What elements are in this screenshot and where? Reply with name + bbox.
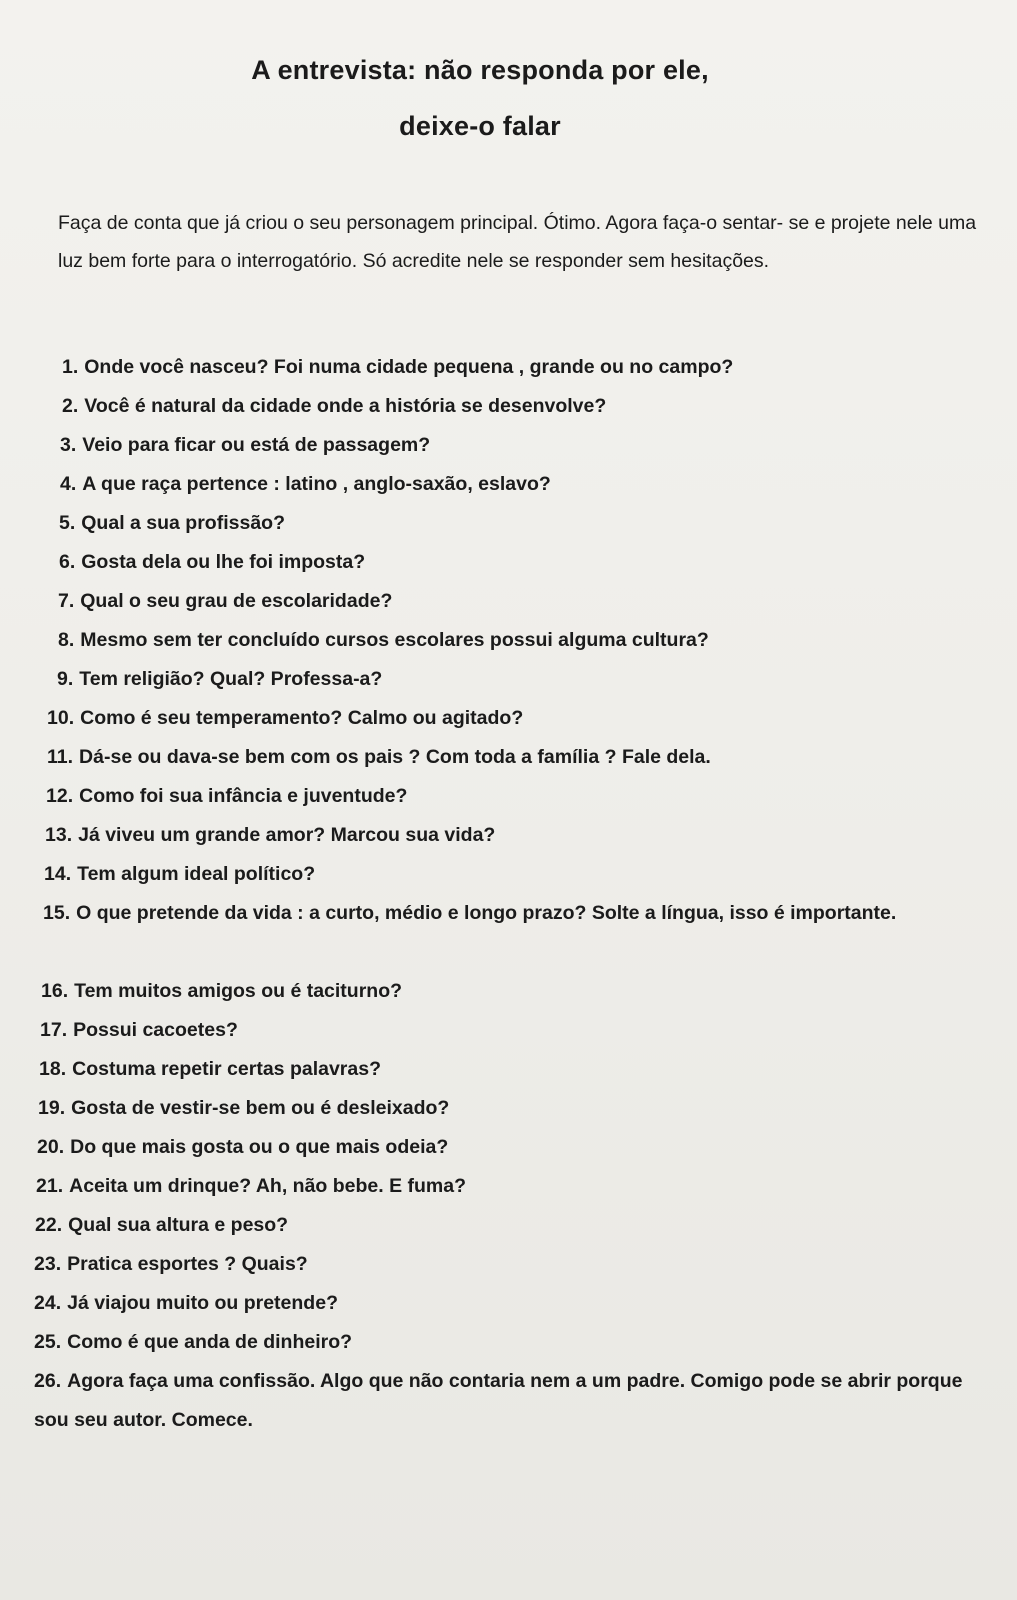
question-number: 19. <box>38 1097 66 1119</box>
question-text: Aceita um drinque? Ah, não bebe. E fuma? <box>69 1175 467 1197</box>
question-number: 26. <box>34 1370 62 1392</box>
question-text: Tem religião? Qual? Professa-a? <box>79 668 383 690</box>
question-text: Do que mais gosta ou o que mais odeia? <box>70 1136 449 1158</box>
question-number: 18. <box>39 1058 67 1080</box>
question-number: 24. <box>34 1292 62 1314</box>
question-item <box>38 1089 449 1128</box>
question-number: 20. <box>37 1136 65 1158</box>
question-item <box>60 465 551 504</box>
question-text: O que pretende da vida : a curto, médio e longo prazo? Solte a língua, isso é importante. <box>76 902 897 924</box>
question-item <box>37 1128 448 1167</box>
question-text: Costuma repetir certas palavras? <box>72 1058 381 1080</box>
question-text: Dá-se ou dava-se bem com os pais ? Com toda a família ? Fale dela. <box>79 746 711 768</box>
question-text: Onde você nasceu? Foi numa cidade pequena , grande ou no campo? <box>84 356 734 378</box>
question-text: Gosta dela ou lhe foi imposta? <box>81 551 366 573</box>
question-text: Tem algum ideal político? <box>77 863 316 885</box>
question-text: Como foi sua infância e juventude? <box>79 785 408 807</box>
question-text: Qual o seu grau de escolaridade? <box>80 590 393 612</box>
question-item <box>40 1011 238 1050</box>
question-text: Já viveu um grande amor? Marcou sua vida? <box>78 824 496 846</box>
question-number: 22. <box>35 1214 63 1236</box>
question-text: Tem muitos amigos ou é taciturno? <box>74 980 403 1002</box>
question-number: 3. <box>60 434 77 456</box>
question-number: 12. <box>46 785 74 807</box>
document-title-line-2: deixe-o falar <box>399 111 561 141</box>
question-number: 2. <box>62 395 79 417</box>
question-text: Possui cacoetes? <box>73 1019 238 1041</box>
question-item <box>60 426 430 465</box>
question-number: 16. <box>41 980 69 1002</box>
question-number: 5. <box>59 512 76 534</box>
question-text: Gosta de vestir-se bem ou é desleixado? <box>71 1097 450 1119</box>
question-number: 14. <box>44 863 72 885</box>
question-item <box>59 504 285 543</box>
question-item <box>41 972 402 1011</box>
question-text: Como é seu temperamento? Calmo ou agitado? <box>80 707 524 729</box>
question-number: 6. <box>59 551 76 573</box>
question-number: 15. <box>43 902 71 924</box>
question-number: 8. <box>58 629 75 651</box>
question-number: 4. <box>60 473 77 495</box>
question-item <box>58 621 709 660</box>
question-item <box>47 699 523 738</box>
question-number: 9. <box>57 668 74 690</box>
question-item <box>34 1245 308 1284</box>
question-item <box>47 738 711 777</box>
question-item <box>34 1323 352 1362</box>
question-item <box>34 1284 338 1323</box>
question-number: 13. <box>45 824 73 846</box>
question-number: 7. <box>58 590 75 612</box>
question-item <box>39 1050 381 1089</box>
question-item <box>36 1167 466 1206</box>
question-text: Mesmo sem ter concluído cursos escolares possui alguma cultura? <box>80 629 709 651</box>
question-item <box>44 855 315 894</box>
question-number: 23. <box>34 1253 62 1275</box>
question-text: Pratica esportes ? Quais? <box>67 1253 308 1275</box>
question-item <box>35 1206 288 1245</box>
question-item <box>58 582 392 621</box>
question-item <box>62 387 606 426</box>
question-text: Qual a sua profissão? <box>81 512 285 534</box>
question-text: Qual sua altura e peso? <box>68 1214 289 1236</box>
question-item <box>57 660 382 699</box>
question-text: Já viajou muito ou pretende? <box>67 1292 338 1314</box>
question-number: 1. <box>62 356 79 378</box>
intro-paragraph: Faça de conta que já criou o seu personagem principal. Ótimo. Agora faça-o sentar- se e projete nele uma luz bem forte para o interrogatório. Só acredite nele se responder sem hesitações. <box>58 212 977 272</box>
question-number: 11. <box>47 746 74 768</box>
question-item <box>62 348 733 387</box>
question-item <box>59 543 365 582</box>
question-text: Como é que anda de dinheiro? <box>67 1331 353 1353</box>
question-text: Veio para ficar ou está de passagem? <box>82 434 431 456</box>
question-number: 17. <box>40 1019 68 1041</box>
question-text: Você é natural da cidade onde a história se desenvolve? <box>84 395 607 417</box>
document-title-line-1: A entrevista: não responda por ele, <box>251 55 709 85</box>
question-number: 25. <box>34 1331 62 1353</box>
question-text: Agora faça uma confissão. Algo que não contaria nem a um padre. Comigo pode se abrir porque sou seu autor. Comece. <box>34 1370 963 1431</box>
question-item <box>46 777 407 816</box>
question-item <box>34 1362 994 1440</box>
question-text: A que raça pertence : latino , anglo-saxão, eslavo? <box>82 473 551 495</box>
question-item <box>43 894 973 933</box>
question-number: 21. <box>36 1175 64 1197</box>
question-number: 10. <box>47 707 75 729</box>
question-item <box>45 816 495 855</box>
